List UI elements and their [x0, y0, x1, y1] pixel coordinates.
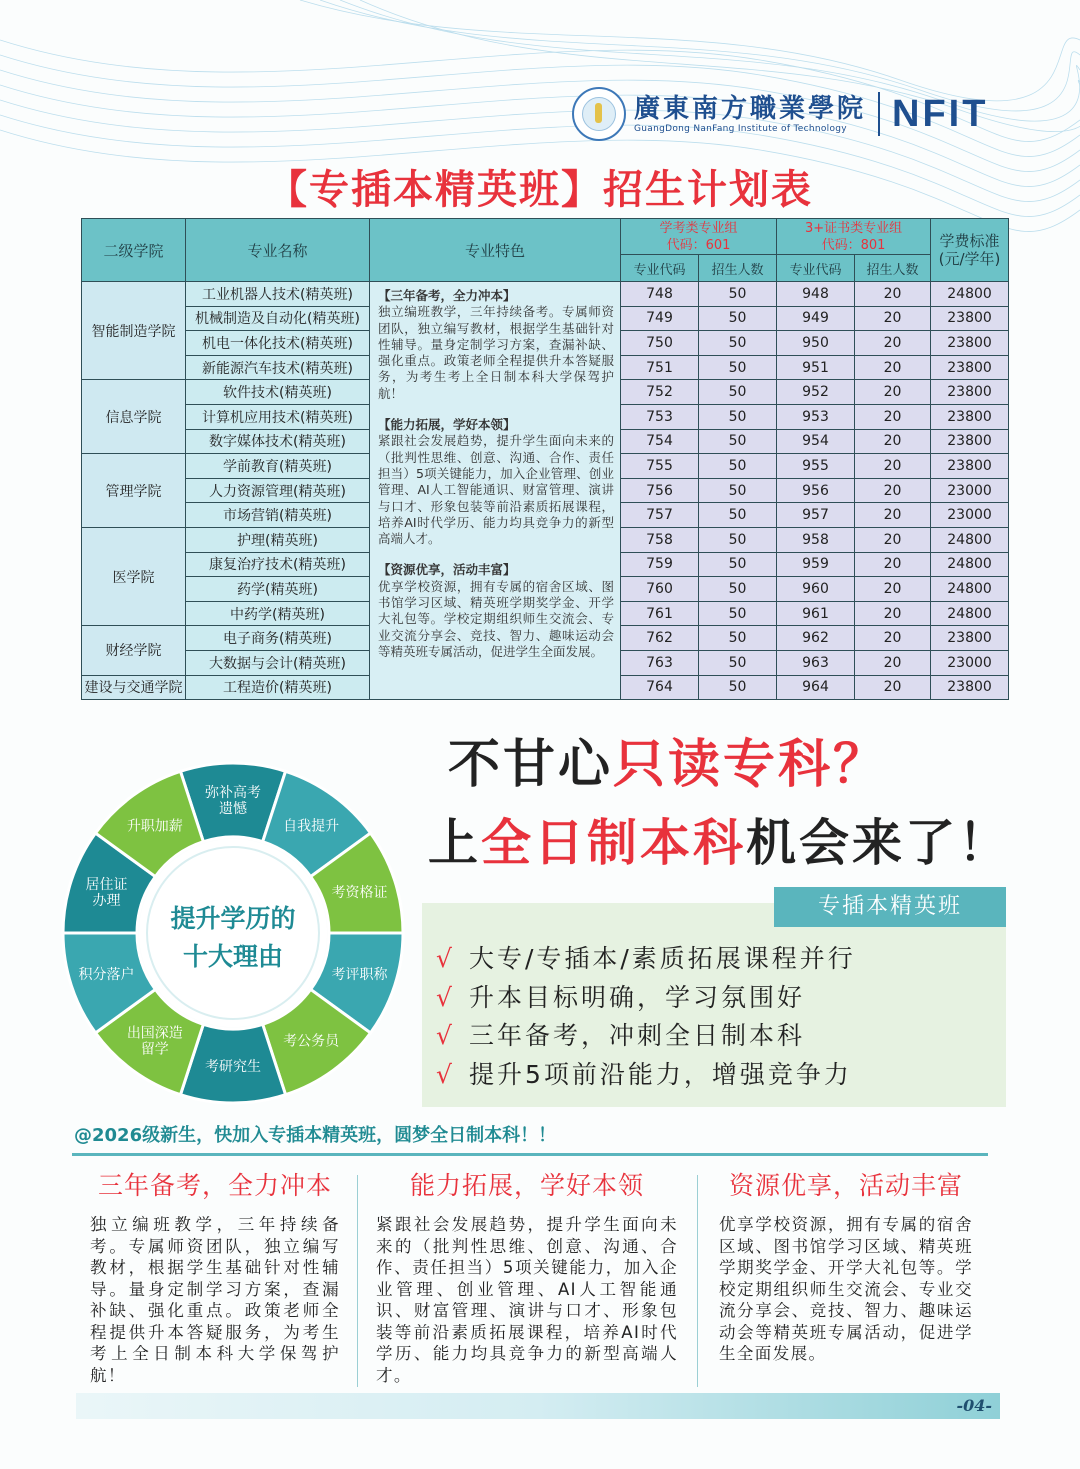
code-801-cell: 949	[777, 306, 855, 331]
count-601-cell: 50	[699, 380, 777, 405]
count-601-cell: 50	[699, 404, 777, 429]
code-801-cell: 954	[777, 429, 855, 454]
fee-cell: 23000	[931, 503, 1009, 528]
feature-column-text: 独立编班教学，三年持续备考。专属师资团队，独立编写教材，根据学生基础针对性辅导。量身定制学习方案，查漏补缺、强化重点。政策老师全程提供升本答疑服务，为考生考上全日制本科大学保驾护航！	[90, 1215, 340, 1385]
count-801-cell: 20	[855, 282, 931, 307]
footer-bar	[76, 1393, 1000, 1419]
code-601-cell: 752	[621, 380, 699, 405]
code-801-cell: 962	[777, 626, 855, 651]
feature-column-text: 紧跟社会发展趋势，提升学生面向未来的（批判性思维、创意、沟通、合作、责任担当）5项关键能力，加入企业管理、创业管理、AI人工智能通识、财富管理、演讲与口才、形象包装等前沿素质拓展课程，培养AI时代学历、能力均具竞争力的新型高端人才。	[376, 1215, 678, 1385]
college-cell: 财经学院	[82, 626, 186, 675]
college-cell: 医学院	[82, 527, 186, 625]
college-cell: 智能制造学院	[82, 282, 186, 380]
header-fee-label: 学费标准	[939, 232, 1000, 250]
count-801-cell: 20	[855, 355, 931, 380]
code-601-cell: 753	[621, 404, 699, 429]
major-cell: 市场营销(精英班)	[186, 503, 370, 528]
headline-line2-a: 上	[428, 814, 481, 872]
code-601-cell: 763	[621, 650, 699, 675]
school-seal-icon	[572, 87, 626, 141]
benefit-text: 三年备考，冲刺全日制本科	[468, 1021, 805, 1050]
code-801-cell: 964	[777, 675, 855, 700]
count-801-cell: 20	[855, 552, 931, 577]
header-feature: 专业特色	[370, 219, 621, 282]
group-601-name: 学考类专业组	[659, 220, 738, 236]
fee-cell: 23800	[931, 380, 1009, 405]
count-801-cell: 20	[855, 429, 931, 454]
count-801-cell: 20	[855, 675, 931, 700]
count-601-cell: 50	[699, 601, 777, 626]
count-601-cell: 50	[699, 282, 777, 307]
major-cell: 学前教育(精英班)	[186, 454, 370, 479]
ring-segment-label: 弥补高考遗憾	[205, 785, 261, 817]
header-college: 二级学院	[82, 219, 186, 282]
ring-segment-label: 自我提升	[283, 818, 340, 835]
group-801-name: 3+证书类专业组	[804, 220, 903, 236]
feature-heading: 【资源优享，活动丰富】	[378, 562, 516, 578]
code-601-cell: 754	[621, 429, 699, 454]
count-801-cell: 20	[855, 404, 931, 429]
code-601-cell: 748	[621, 282, 699, 307]
feature-column-3	[719, 1168, 973, 1365]
count-601-cell: 50	[699, 675, 777, 700]
group-801-code: 代码：801	[821, 237, 886, 253]
header-major: 专业名称	[186, 219, 370, 282]
check-icon: √	[436, 944, 455, 973]
count-601-cell: 50	[699, 306, 777, 331]
fee-cell: 23800	[931, 331, 1009, 356]
ring-center-text: 提升学历的	[170, 904, 296, 933]
code-801-cell: 960	[777, 577, 855, 602]
ring-segment-label: 积分落户	[78, 967, 135, 984]
feature-column-title: 能力拓展，学好本领	[409, 1171, 644, 1200]
enrollment-plan-table	[81, 218, 1009, 700]
school-logo	[572, 84, 988, 144]
benefit-text: 大专/专插本/素质拓展课程并行	[468, 944, 856, 973]
page-number: -04-	[956, 1396, 992, 1415]
fee-cell: 23800	[931, 355, 1009, 380]
count-801-cell: 20	[855, 478, 931, 503]
major-cell: 护理(精英班)	[186, 527, 370, 552]
fee-cell: 23800	[931, 675, 1009, 700]
count-801-cell: 20	[855, 650, 931, 675]
college-cell: 信息学院	[82, 380, 186, 454]
count-801-cell: 20	[855, 331, 931, 356]
headline-line1-a: 不甘心	[448, 735, 614, 795]
major-cell: 药学(精英班)	[186, 577, 370, 602]
count-601-cell: 50	[699, 331, 777, 356]
feature-column-1	[90, 1168, 340, 1386]
fee-cell: 24800	[931, 282, 1009, 307]
fee-cell: 23800	[931, 429, 1009, 454]
code-601-cell: 762	[621, 626, 699, 651]
headline-line2	[428, 803, 1011, 875]
ring-segment-label: 考资格证	[331, 884, 388, 901]
count-601-cell: 50	[699, 355, 777, 380]
major-cell: 人力资源管理(精英班)	[186, 478, 370, 503]
fee-cell: 24800	[931, 601, 1009, 626]
slogan: @2026级新生，快加入专插本精英班，圆梦全日制本科！！	[74, 1125, 557, 1146]
code-601-cell: 759	[621, 552, 699, 577]
benefit-text: 提升5项前沿能力，增强竞争力	[468, 1059, 852, 1089]
major-cell: 新能源汽车技术(精英班)	[186, 355, 370, 380]
code-601-cell: 764	[621, 675, 699, 700]
logo-divider	[878, 92, 880, 136]
benefit-text: 升本目标明确，学习氛围好	[468, 982, 805, 1012]
code-601-cell: 755	[621, 454, 699, 479]
major-cell: 机电一体化技术(精英班)	[186, 331, 370, 356]
major-cell: 康复治疗技术(精英班)	[186, 552, 370, 577]
feature-column-text: 优享学校资源，拥有专属的宿舍区域、图书馆学习区域、精英班学期奖学金、开学大礼包等。学校定期组织师生交流会、专业交流分享会、竞技、智力、趣味运动会等精英班专属活动，促进学生全面发展。	[719, 1215, 973, 1363]
ten-reasons-ring	[57, 757, 409, 1109]
ring-segment-label: 考评职称	[331, 967, 388, 984]
header-count-601: 招生人数	[699, 255, 777, 282]
code-601-cell: 757	[621, 503, 699, 528]
code-801-cell: 956	[777, 478, 855, 503]
header-fee	[931, 219, 1009, 282]
check-icon: √	[436, 1059, 455, 1089]
count-801-cell: 20	[855, 503, 931, 528]
school-name-cn: 廣東南方職業學院	[634, 94, 867, 124]
ring-segment-label: 考公务员	[283, 1033, 340, 1050]
header-code-801: 专业代码	[777, 255, 855, 282]
page-title: 【专插本精英班】招生计划表	[267, 167, 813, 213]
header-count-801: 招生人数	[855, 255, 931, 282]
table-body	[82, 282, 1009, 700]
code-801-cell: 951	[777, 355, 855, 380]
code-801-cell: 955	[777, 454, 855, 479]
code-601-cell: 756	[621, 478, 699, 503]
code-601-cell: 751	[621, 355, 699, 380]
count-801-cell: 20	[855, 306, 931, 331]
feature-gap	[378, 547, 614, 562]
benefit-list	[436, 940, 856, 1094]
fee-cell: 23800	[931, 404, 1009, 429]
count-601-cell: 50	[699, 626, 777, 651]
fee-cell: 23800	[931, 306, 1009, 331]
count-801-cell: 20	[855, 577, 931, 602]
benefit-item	[436, 979, 856, 1018]
count-801-cell: 20	[855, 601, 931, 626]
feature-cell	[370, 282, 621, 700]
count-601-cell: 50	[699, 478, 777, 503]
code-601-cell: 750	[621, 331, 699, 356]
headline-line1	[448, 722, 888, 797]
slogan-underline	[72, 1153, 988, 1156]
ring-segment-label: 出国深造留学	[126, 1025, 183, 1058]
fee-cell: 24800	[931, 527, 1009, 552]
major-cell: 机械制造及自动化(精英班)	[186, 306, 370, 331]
fee-cell: 24800	[931, 552, 1009, 577]
count-601-cell: 50	[699, 552, 777, 577]
college-cell: 建设与交通学院	[82, 675, 186, 700]
count-601-cell: 50	[699, 429, 777, 454]
college-cell: 管理学院	[82, 454, 186, 528]
code-801-cell: 948	[777, 282, 855, 307]
count-601-cell: 50	[699, 454, 777, 479]
benefit-item	[436, 940, 856, 979]
feature-gap	[378, 402, 614, 417]
headline-line2-b: 全日制本科	[481, 814, 746, 872]
feature-text: 独立编班教学，三年持续备考。专属师资团队，独立编写教材，根据学生基础针对性辅导。量身定制学习方案，查漏补缺、强化重点。政策老师全程提供升本答疑服务，为考生考上全日制本科大学保驾护航！	[378, 304, 614, 401]
count-601-cell: 50	[699, 650, 777, 675]
school-abbr: NFIT	[892, 92, 989, 135]
code-601-cell: 758	[621, 527, 699, 552]
code-801-cell: 953	[777, 404, 855, 429]
benefit-item	[436, 1017, 856, 1056]
count-801-cell: 20	[855, 626, 931, 651]
fee-cell: 24800	[931, 577, 1009, 602]
code-601-cell: 761	[621, 601, 699, 626]
code-601-cell: 749	[621, 306, 699, 331]
major-cell: 电子商务(精英班)	[186, 626, 370, 651]
count-601-cell: 50	[699, 577, 777, 602]
major-cell: 中药学(精英班)	[186, 601, 370, 626]
check-icon: √	[436, 982, 455, 1012]
count-601-cell: 50	[699, 527, 777, 552]
school-name-en: GuangDong NanFang Institute of Technology	[634, 124, 847, 134]
code-801-cell: 952	[777, 380, 855, 405]
code-801-cell: 963	[777, 650, 855, 675]
feature-column-2	[376, 1168, 678, 1386]
major-cell: 大数据与会计(精英班)	[186, 650, 370, 675]
fee-cell: 23000	[931, 478, 1009, 503]
panel-tag: 专插本精英班	[774, 887, 1006, 927]
header-group-601	[621, 219, 777, 255]
ring-segment-label: 升职加薪	[126, 818, 183, 835]
feature-column-title: 资源优享，活动丰富	[728, 1171, 963, 1200]
group-601-code: 代码：601	[666, 237, 731, 253]
code-801-cell: 959	[777, 552, 855, 577]
ring-center	[139, 839, 327, 1027]
count-601-cell: 50	[699, 503, 777, 528]
code-601-cell: 760	[621, 577, 699, 602]
feature-heading: 【三年备考，全力冲本】	[378, 288, 516, 303]
code-801-cell: 950	[777, 331, 855, 356]
major-cell: 数字媒体技术(精英班)	[186, 429, 370, 454]
major-cell: 计算机应用技术(精英班)	[186, 404, 370, 429]
feature-text: 优享学校资源，拥有专属的宿舍区域、图书馆学习区域、精英班学期奖学金、开学大礼包等。学校定期组织师生交流会、专业交流分享会、竞技、智力、趣味运动会等精英班专属活动，促进学生全面发展。	[378, 578, 614, 659]
code-801-cell: 961	[777, 601, 855, 626]
check-icon: √	[436, 1021, 455, 1050]
headline-line1-b: 只读专科？	[613, 735, 889, 795]
fee-cell: 23800	[931, 626, 1009, 651]
fee-cell: 23800	[931, 454, 1009, 479]
fee-cell: 23000	[931, 650, 1009, 675]
feature-column-title: 三年备考，全力冲本	[97, 1171, 332, 1200]
column-divider	[357, 1175, 358, 1387]
major-cell: 工程造价(精英班)	[186, 675, 370, 700]
headline-line2-c: 机会来了！	[746, 814, 1011, 872]
ring-center-text: 十大理由	[182, 942, 284, 971]
table-row	[82, 282, 1009, 307]
feature-text: 紧跟社会发展趋势，提升学生面向未来的（批判性思维、创意、沟通、合作、责任担当）5项关键能力，加入企业管理、创业管理、AI人工智能通识、财富管理、演讲与口才、形象包装等前沿素质拓展课程，培养AI时代学历、能力均具竞争力的新型高端人才。	[378, 433, 614, 547]
header-group-801	[777, 219, 931, 255]
count-801-cell: 20	[855, 527, 931, 552]
count-801-cell: 20	[855, 454, 931, 479]
code-801-cell: 958	[777, 527, 855, 552]
ring-segment-label: 考研究生	[205, 1059, 261, 1075]
header-fee-unit: (元/学年)	[938, 250, 1001, 268]
count-801-cell: 20	[855, 380, 931, 405]
benefit-item	[436, 1056, 856, 1095]
header-code-601: 专业代码	[621, 255, 699, 282]
major-cell: 软件技术(精英班)	[186, 380, 370, 405]
major-cell: 工业机器人技术(精英班)	[186, 282, 370, 307]
ring-segment-label: 居住证办理	[85, 876, 128, 909]
feature-heading: 【能力拓展，学好本领】	[378, 417, 516, 433]
column-divider	[697, 1175, 698, 1387]
code-801-cell: 957	[777, 503, 855, 528]
